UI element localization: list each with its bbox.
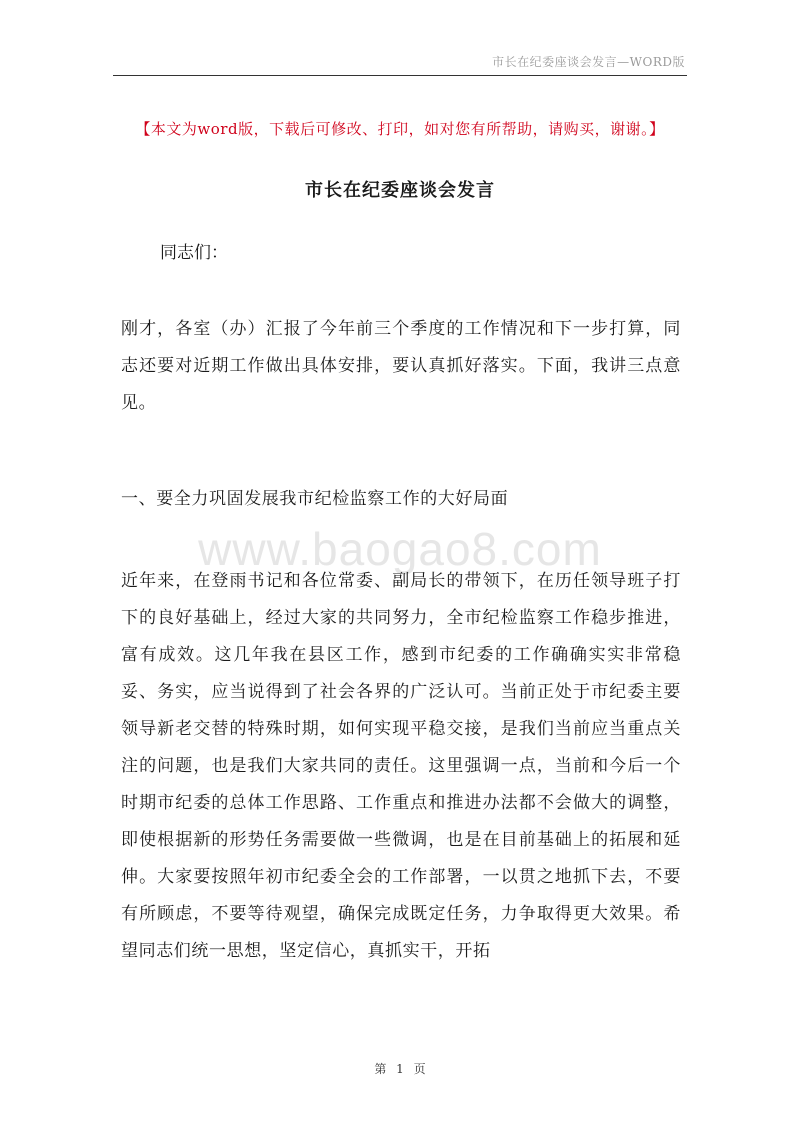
section-heading-1: 一、要全力巩固发展我市纪检监察工作的大好局面 [121, 489, 509, 509]
watermark: www.baogao8.com [198, 523, 602, 575]
purchase-notice: 【本文为word版，下载后可修改、打印，如对您有所帮助，请购买，谢谢。】 [135, 120, 665, 138]
paragraph-intro: 刚才，各室（办）汇报了今年前三个季度的工作情况和下一步打算，同志还要对近期工作做出具体安排，要认真抓好落实。下面，我讲三点意见。 [121, 319, 681, 413]
document-title: 市长在纪委座谈会发言 [305, 180, 495, 201]
page-footer [0, 1060, 800, 1077]
page-number: 1 [396, 1062, 404, 1076]
footer-prefix: 第 [374, 1062, 387, 1076]
salutation: 同志们： [160, 243, 228, 263]
paragraph-body: 近年来，在登雨书记和各位常委、副局长的带领下，在历任领导班子打下的良好基础上，经过大家的共同努力，全市纪检监察工作稳步推进，富有成效。这几年我在县区工作，感到市纪委的工作确确实实非常稳妥、务实，应当说得到了社会各界的广泛认可。当前正处于市纪委主要领导新老交替的特殊时期，如何实现平稳交接，是我们当前应当重点关注的问题，也是我们大家共同的责任。这里强调一点，当前和今后一个时期市纪委的总体工作思路、工作重点和推进办法都不会做大的调整，即使根据新的形势任务需要做一些微调，也是在目前基础上的拓展和延伸。大家要按照年初市纪委全会的工作部署，一以贯之地抓下去，不要有所顾虑，不要等待观望，确保完成既定任务，力争取得更大效果。希望同志们统一思想，坚定信心，真抓实干，开拓 [121, 571, 681, 961]
header-divider [113, 75, 687, 76]
running-header: 市长在纪委座谈会发言—WORD版 [492, 55, 685, 69]
footer-suffix: 页 [413, 1062, 426, 1076]
